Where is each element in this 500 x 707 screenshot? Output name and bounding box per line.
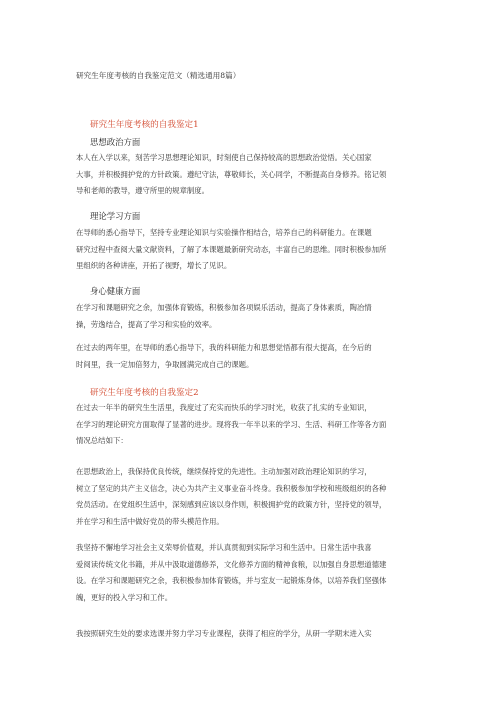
text-line: 导和老师的教导，遵守所里的规章制度。 [76, 186, 210, 195]
text-line: 魄，更好的投入学习和工作。 [76, 592, 173, 602]
text-line: 研究过程中查阅大量文献资料，了解了本课题最新研究动态，丰富自己的思维。同时积极参加所 [76, 244, 387, 254]
paragraph-theory [76, 225, 426, 275]
text-line: 党员活动。在党组织生活中，深刻感到应该以身作则，积极拥护党的政策方针，坚持党的领导， [76, 500, 387, 509]
paragraph-politics [76, 150, 426, 200]
text-line: 在思想政治上，我保持优良传统，继续保持党的先进性。主动加强对政治理论知识的学习， [76, 467, 372, 476]
text-line: 情况总结如下： [76, 436, 128, 445]
text-line: 设。在学习和课题研究之余，我积极参加体育锻炼，并与室友一起锻炼身体，以培养我们坚强体 [76, 576, 387, 585]
text-line: 操，劳逸结合，提高了学习和实验的效率。 [76, 319, 217, 329]
text-line: 本人在入学以来，刻苦学习思想理论知识，时刻使自己保持较高的思想政治觉悟。关心国家 [76, 153, 372, 162]
paragraph-summary [76, 340, 426, 373]
paragraph-intro [76, 400, 426, 450]
text-line: 大事，并积极拥护党的方针政策。遵纪守法，尊敬师长，关心同学，不断提高自身修养。铭记领 [76, 169, 387, 179]
text-line: 爱阅读传统文化书籍，并从中汲取道德修养，文化修养方面的精神食粮，以加强自身思想道德建 [76, 559, 387, 569]
paragraph-culture [76, 540, 426, 606]
text-line: 并在学习和生活中做好党员的带头模范作用。 [76, 516, 224, 526]
paragraph-courses [76, 626, 426, 643]
section-1-title: 研究生年度考核的自我鉴定1 [90, 120, 199, 130]
document-title: 研究生年度考核的自我鉴定范文（精选通用8篇） [76, 71, 241, 80]
subheading-theory: 理论学习方面 [90, 211, 141, 221]
subheading-health: 身心健康方面 [90, 286, 141, 296]
subheading-politics: 思想政治方面 [90, 137, 141, 147]
text-line: 在学习和课题研究之余，加强体育锻炼，积极参加各项娱乐活动，提高了身体素质，陶冶情 [76, 303, 372, 312]
text-line: 树立了坚定的共产主义信念，决心为共产主义事业奋斗终身。我积极参加学校和班级组织的各种 [76, 483, 387, 493]
text-line: 在过去一年半的研究生生活里，我度过了充实而快乐的学习时光，收获了扎实的专业知识， [76, 403, 372, 412]
text-line: 我坚持不懈地学习社会主义荣辱价值观，并认真贯彻到实际学习和生活中。日常生活中我喜 [76, 543, 372, 552]
text-line: 时间里，我一定加倍努力，争取圆满完成自己的课题。 [76, 359, 254, 369]
paragraph-health [76, 300, 426, 333]
text-line: 我按照研究生处的要求选课并努力学习专业课程，获得了相应的学分，从研一学期末进入实 [76, 629, 372, 638]
paragraph-ideology [76, 464, 426, 530]
text-line: 在过去的两年里，在导师的悉心指导下，我的科研能力和思想觉悟都有很大提高，在今后的 [76, 343, 372, 352]
text-line: 在导师的悉心指导下，坚持专业理论知识与实验操作相结合，培养自己的科研能力。在课题 [76, 228, 372, 237]
text-line: 里组织的各种讲座，开拓了视野，增长了见识。 [76, 261, 232, 270]
section-2-title: 研究生年度考核的自我鉴定2 [90, 388, 199, 398]
text-line: 在学习的理论研究方面取得了显著的进步。现将我一年半以来的学习、生活、科研工作等各方面 [76, 419, 387, 429]
